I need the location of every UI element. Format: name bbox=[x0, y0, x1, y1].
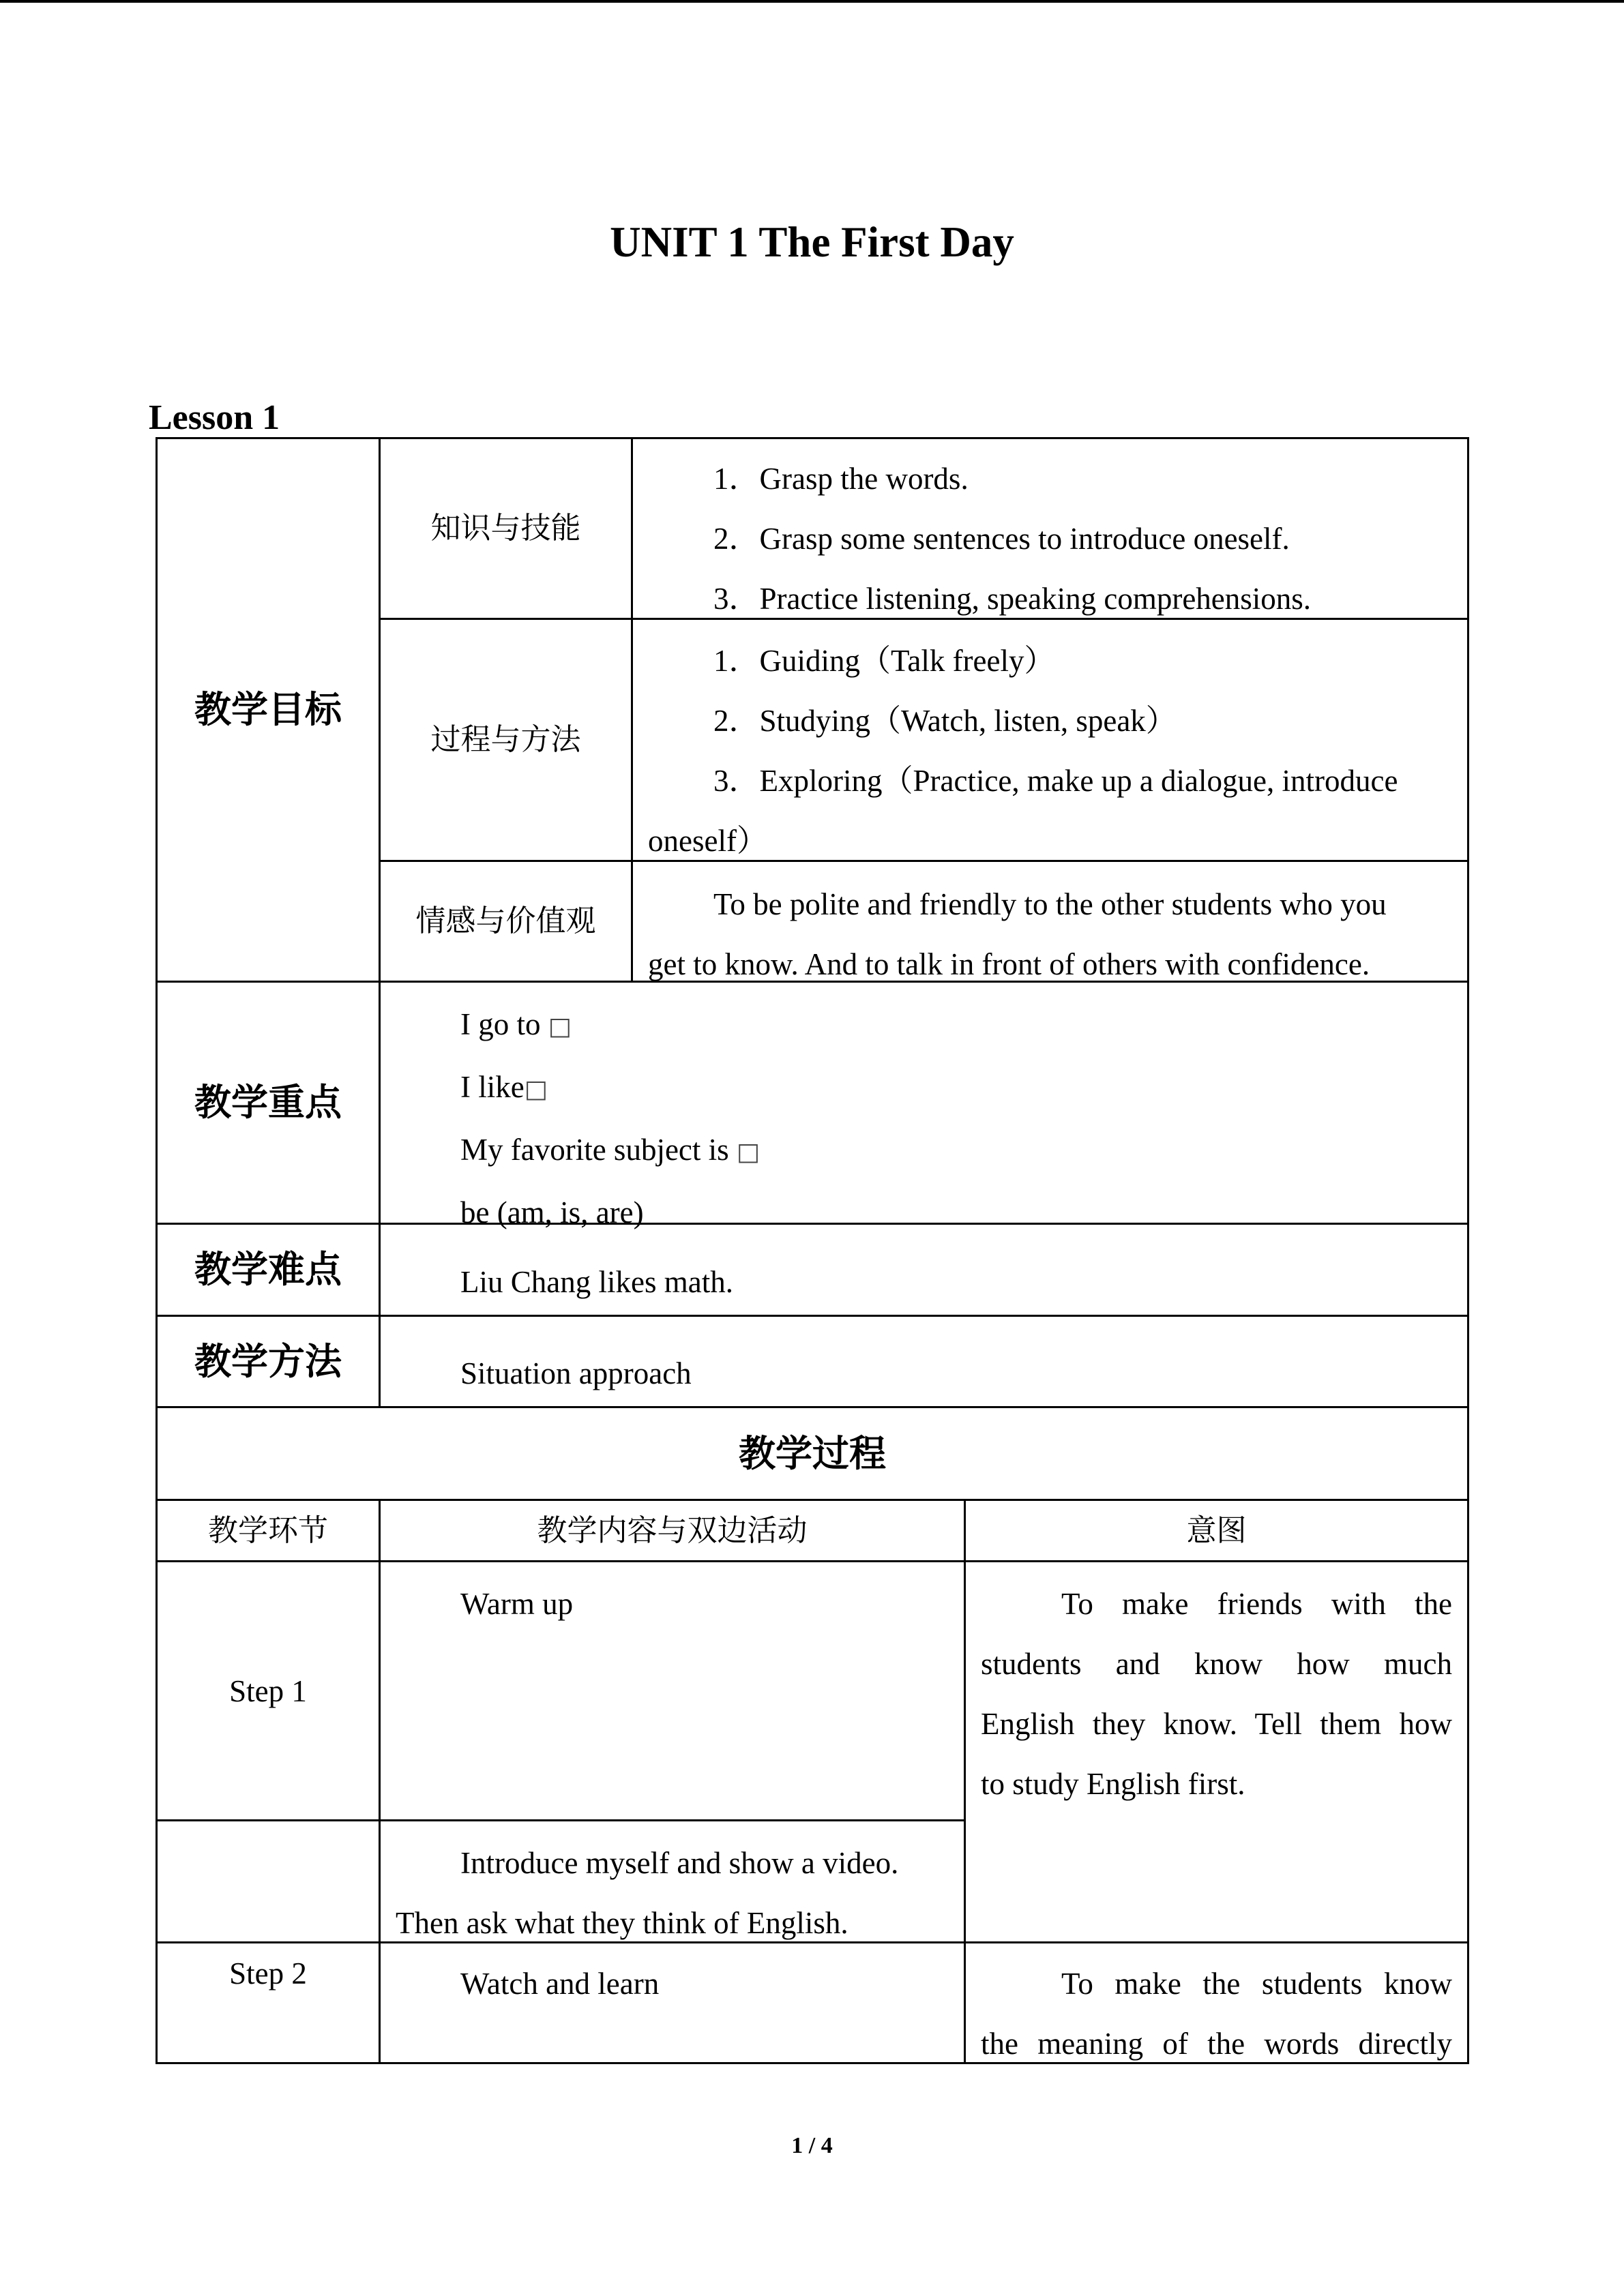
list-item: oneself） bbox=[648, 824, 767, 858]
knowledge-skills-content bbox=[633, 449, 1467, 618]
step1-content: Warm up bbox=[460, 1587, 574, 1621]
paragraph-line: To be polite and friendly to the other students who you bbox=[713, 887, 1387, 921]
paragraph-line: to study English first. bbox=[981, 1767, 1245, 1801]
emotion-values-content bbox=[633, 874, 1467, 981]
paragraph-line: the meaning of the words directly bbox=[981, 2027, 1452, 2061]
page-indicator: 1 / 4 bbox=[791, 2133, 833, 2158]
paragraph-line: get to know. And to talk in front of others with confidence. bbox=[648, 947, 1370, 981]
header-content: 教学内容与双边活动 bbox=[537, 1512, 808, 1548]
blank-box-icon: □ bbox=[524, 1075, 548, 1103]
lesson-title: Lesson 1 bbox=[149, 398, 280, 437]
difficulties-content: Liu Chang likes math. bbox=[460, 1265, 733, 1299]
key-points-content bbox=[381, 994, 1467, 1229]
key-points-label: 教学重点 bbox=[194, 1081, 342, 1124]
methods-content: Situation approach bbox=[460, 1356, 692, 1390]
list-item: 1．Guiding（Talk freely） bbox=[713, 644, 1055, 678]
paragraph-line: Introduce myself and show a video. bbox=[460, 1846, 899, 1880]
step2-intent bbox=[966, 1954, 1467, 2062]
paragraph-line: Then ask what they think of English. bbox=[396, 1906, 848, 1940]
paragraph-line: students and know how much bbox=[981, 1647, 1452, 1681]
list-item: 2．Grasp some sentences to introduce oneself. bbox=[713, 522, 1290, 556]
header-intent: 意图 bbox=[1186, 1512, 1247, 1548]
list-item: I go to □ bbox=[460, 1007, 572, 1041]
objectives-label: 教学目标 bbox=[194, 688, 342, 731]
paragraph-line: To make friends with the bbox=[1061, 1587, 1452, 1621]
blank-box-icon: □ bbox=[548, 1013, 572, 1041]
step2-content: Watch and learn bbox=[460, 1967, 660, 2001]
list-item: 2．Studying（Watch, listen, speak） bbox=[713, 704, 1177, 738]
list-item: 3．Exploring（Practice, make up a dialogue, introduce bbox=[713, 764, 1398, 798]
list-item: I like□ bbox=[460, 1070, 548, 1104]
list-item: My favorite subject is □ bbox=[460, 1133, 760, 1167]
header-stage: 教学环节 bbox=[208, 1512, 328, 1548]
process-methods-label: 过程与方法 bbox=[430, 722, 581, 757]
step2-label: Step 2 bbox=[229, 1956, 307, 1991]
list-item: 3．Practice listening, speaking comprehensions. bbox=[713, 582, 1312, 616]
methods-label: 教学方法 bbox=[194, 1339, 342, 1383]
step1-intent bbox=[966, 1574, 1467, 1941]
document-title: UNIT 1 The First Day bbox=[610, 218, 1014, 266]
blank-box-icon: □ bbox=[736, 1138, 760, 1166]
paragraph-line: English they know. Tell them how bbox=[981, 1707, 1452, 1741]
step1-content-detail bbox=[381, 1833, 964, 1941]
process-section-title: 教学过程 bbox=[739, 1431, 886, 1475]
knowledge-skills-label: 知识与技能 bbox=[430, 511, 581, 546]
list-item: 1．Grasp the words. bbox=[713, 462, 969, 496]
step1-label: Step 1 bbox=[229, 1673, 307, 1708]
paragraph-line: To make the students know bbox=[1061, 1967, 1452, 2001]
process-methods-content bbox=[633, 631, 1467, 860]
page-top-border bbox=[0, 0, 1624, 3]
emotion-values-label: 情感与价值观 bbox=[415, 904, 596, 938]
list-item: be (am, is, are) bbox=[460, 1195, 644, 1229]
difficulties-label: 教学难点 bbox=[194, 1248, 342, 1291]
